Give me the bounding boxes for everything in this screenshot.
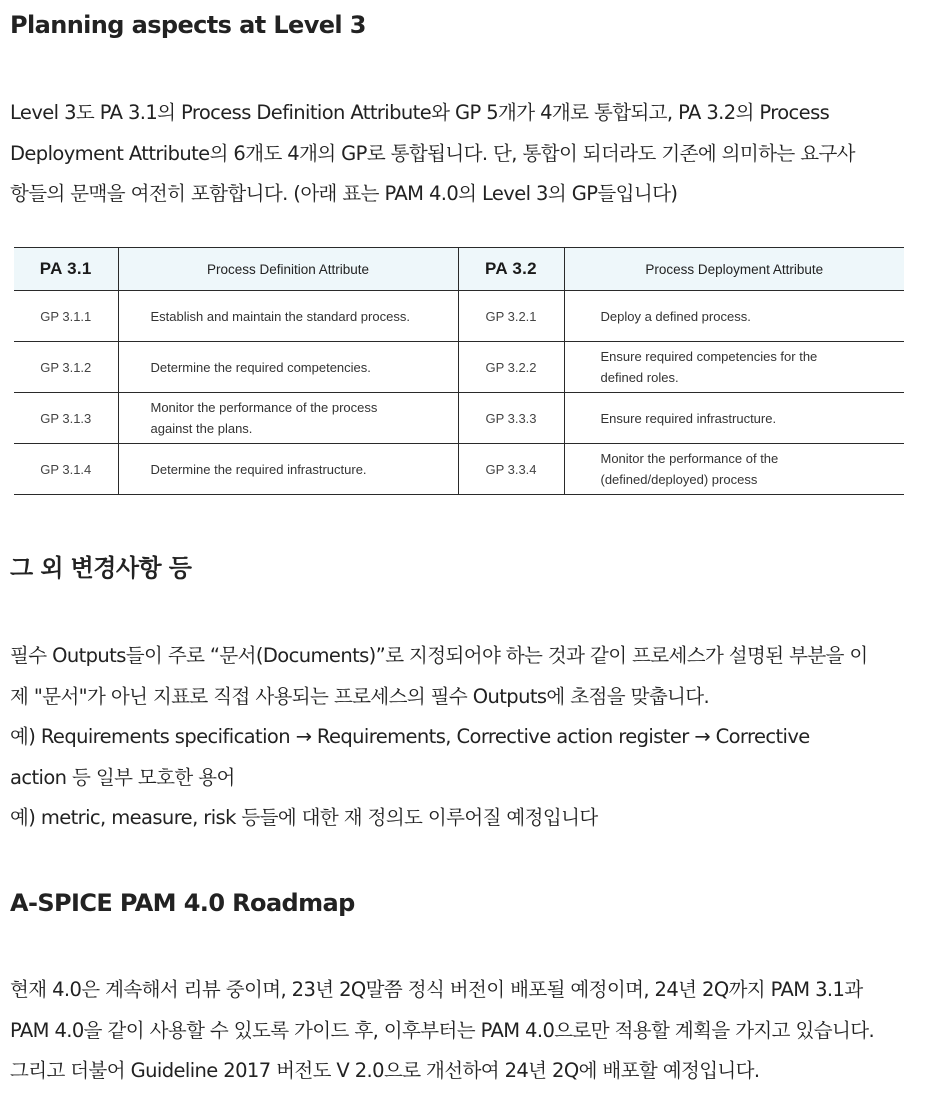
table-row	[14, 291, 904, 342]
heading-roadmap: A-SPICE PAM 4.0 Roadmap	[10, 889, 355, 917]
text-line: 항들의 문맥을 여전히 포함합니다. (아래 표는 PAM 4.0의 Level 3의 GP들입니다)	[10, 182, 678, 205]
gp-table-image	[14, 247, 904, 498]
gp-description-cell	[564, 444, 904, 495]
gp-description-cell: Ensure required infrastructure.	[564, 393, 904, 444]
text-line: Deployment Attribute의 6개도 4개의 GP로 통합됩니다. 단, 통합이 되더라도 기존에 의미하는 요구사	[10, 141, 855, 165]
gp-code-cell: GP 3.3.4	[458, 444, 564, 495]
heading-other-changes: 그 외 변경사항 등	[10, 554, 192, 582]
gp-description-text: Monitor the performance of the (defined/deployed) process	[600, 451, 779, 487]
gp-description-cell: Establish and maintain the standard process.	[118, 291, 458, 342]
text-line: 현재 4.0은 계속해서 리뷰 중이며, 23년 2Q말쯤 정식 버전이 배포될 예정이며, 24년 2Q까지 PAM 3.1과	[10, 978, 863, 1001]
header-pa31-code: PA 3.1	[14, 248, 118, 291]
gp-code-cell: GP 3.3.3	[458, 393, 564, 444]
header-pa32-code: PA 3.2	[458, 248, 564, 291]
text-line: 예) metric, measure, risk 등들에 대한 재 정의도 이루어질 예정입니다	[10, 806, 598, 829]
table-row	[14, 342, 904, 393]
gp-code-cell: GP 3.1.3	[14, 393, 118, 444]
gp-description-cell: Deploy a defined process.	[564, 291, 904, 342]
gp-description-cell	[118, 393, 458, 444]
text-line: 그리고 더불어 Guideline 2017 버전도 V 2.0으로 개선하여 24년 2Q에 배포할 예정입니다.	[10, 1059, 760, 1082]
table-header-row	[14, 248, 904, 291]
gp-description-text: Ensure required competencies for the defined roles.	[600, 349, 818, 385]
text-line: PAM 4.0을 같이 사용할 수 있도록 가이드 후, 이후부터는 PAM 4.0으로만 적용할 계획을 가지고 있습니다.	[10, 1018, 875, 1042]
text-line: action 등 일부 모호한 용어	[10, 765, 235, 789]
table-row	[14, 444, 904, 495]
header-pa31-title: Process Definition Attribute	[118, 248, 458, 291]
gp-description-cell: Determine the required infrastructure.	[118, 444, 458, 495]
gp-description-cell	[564, 342, 904, 393]
gp-table	[14, 247, 904, 495]
paragraph-roadmap	[10, 970, 874, 1092]
text-line: Level 3도 PA 3.1의 Process Definition Attribute와 GP 5개가 4개로 통합되고, PA 3.2의 Process	[10, 101, 830, 124]
heading-planning-aspects: Planning aspects at Level 3	[10, 11, 366, 39]
gp-code-cell: GP 3.1.2	[14, 342, 118, 393]
table-row	[14, 393, 904, 444]
gp-description-cell: Determine the required competencies.	[118, 342, 458, 393]
paragraph-level3-intro	[10, 93, 855, 215]
text-line: 제 "문서"가 아닌 지표로 직접 사용되는 프로세스의 필수 Outputs에 초점을 맞춥니다.	[10, 684, 710, 708]
gp-code-cell: GP 3.1.1	[14, 291, 118, 342]
gp-code-cell: GP 3.1.4	[14, 444, 118, 495]
gp-code-cell: GP 3.2.2	[458, 342, 564, 393]
text-line: 예) Requirements specification → Requirements, Corrective action register → Corrective	[10, 725, 810, 748]
gp-description-text: Monitor the performance of the process against the plans.	[150, 400, 378, 436]
header-pa32-title: Process Deployment Attribute	[564, 248, 904, 291]
paragraph-other-changes	[10, 636, 868, 839]
gp-code-cell: GP 3.2.1	[458, 291, 564, 342]
text-line: 필수 Outputs들이 주로 “문서(Documents)”로 지정되어야 하는 것과 같이 프로세스가 설명된 부분을 이	[10, 644, 868, 667]
